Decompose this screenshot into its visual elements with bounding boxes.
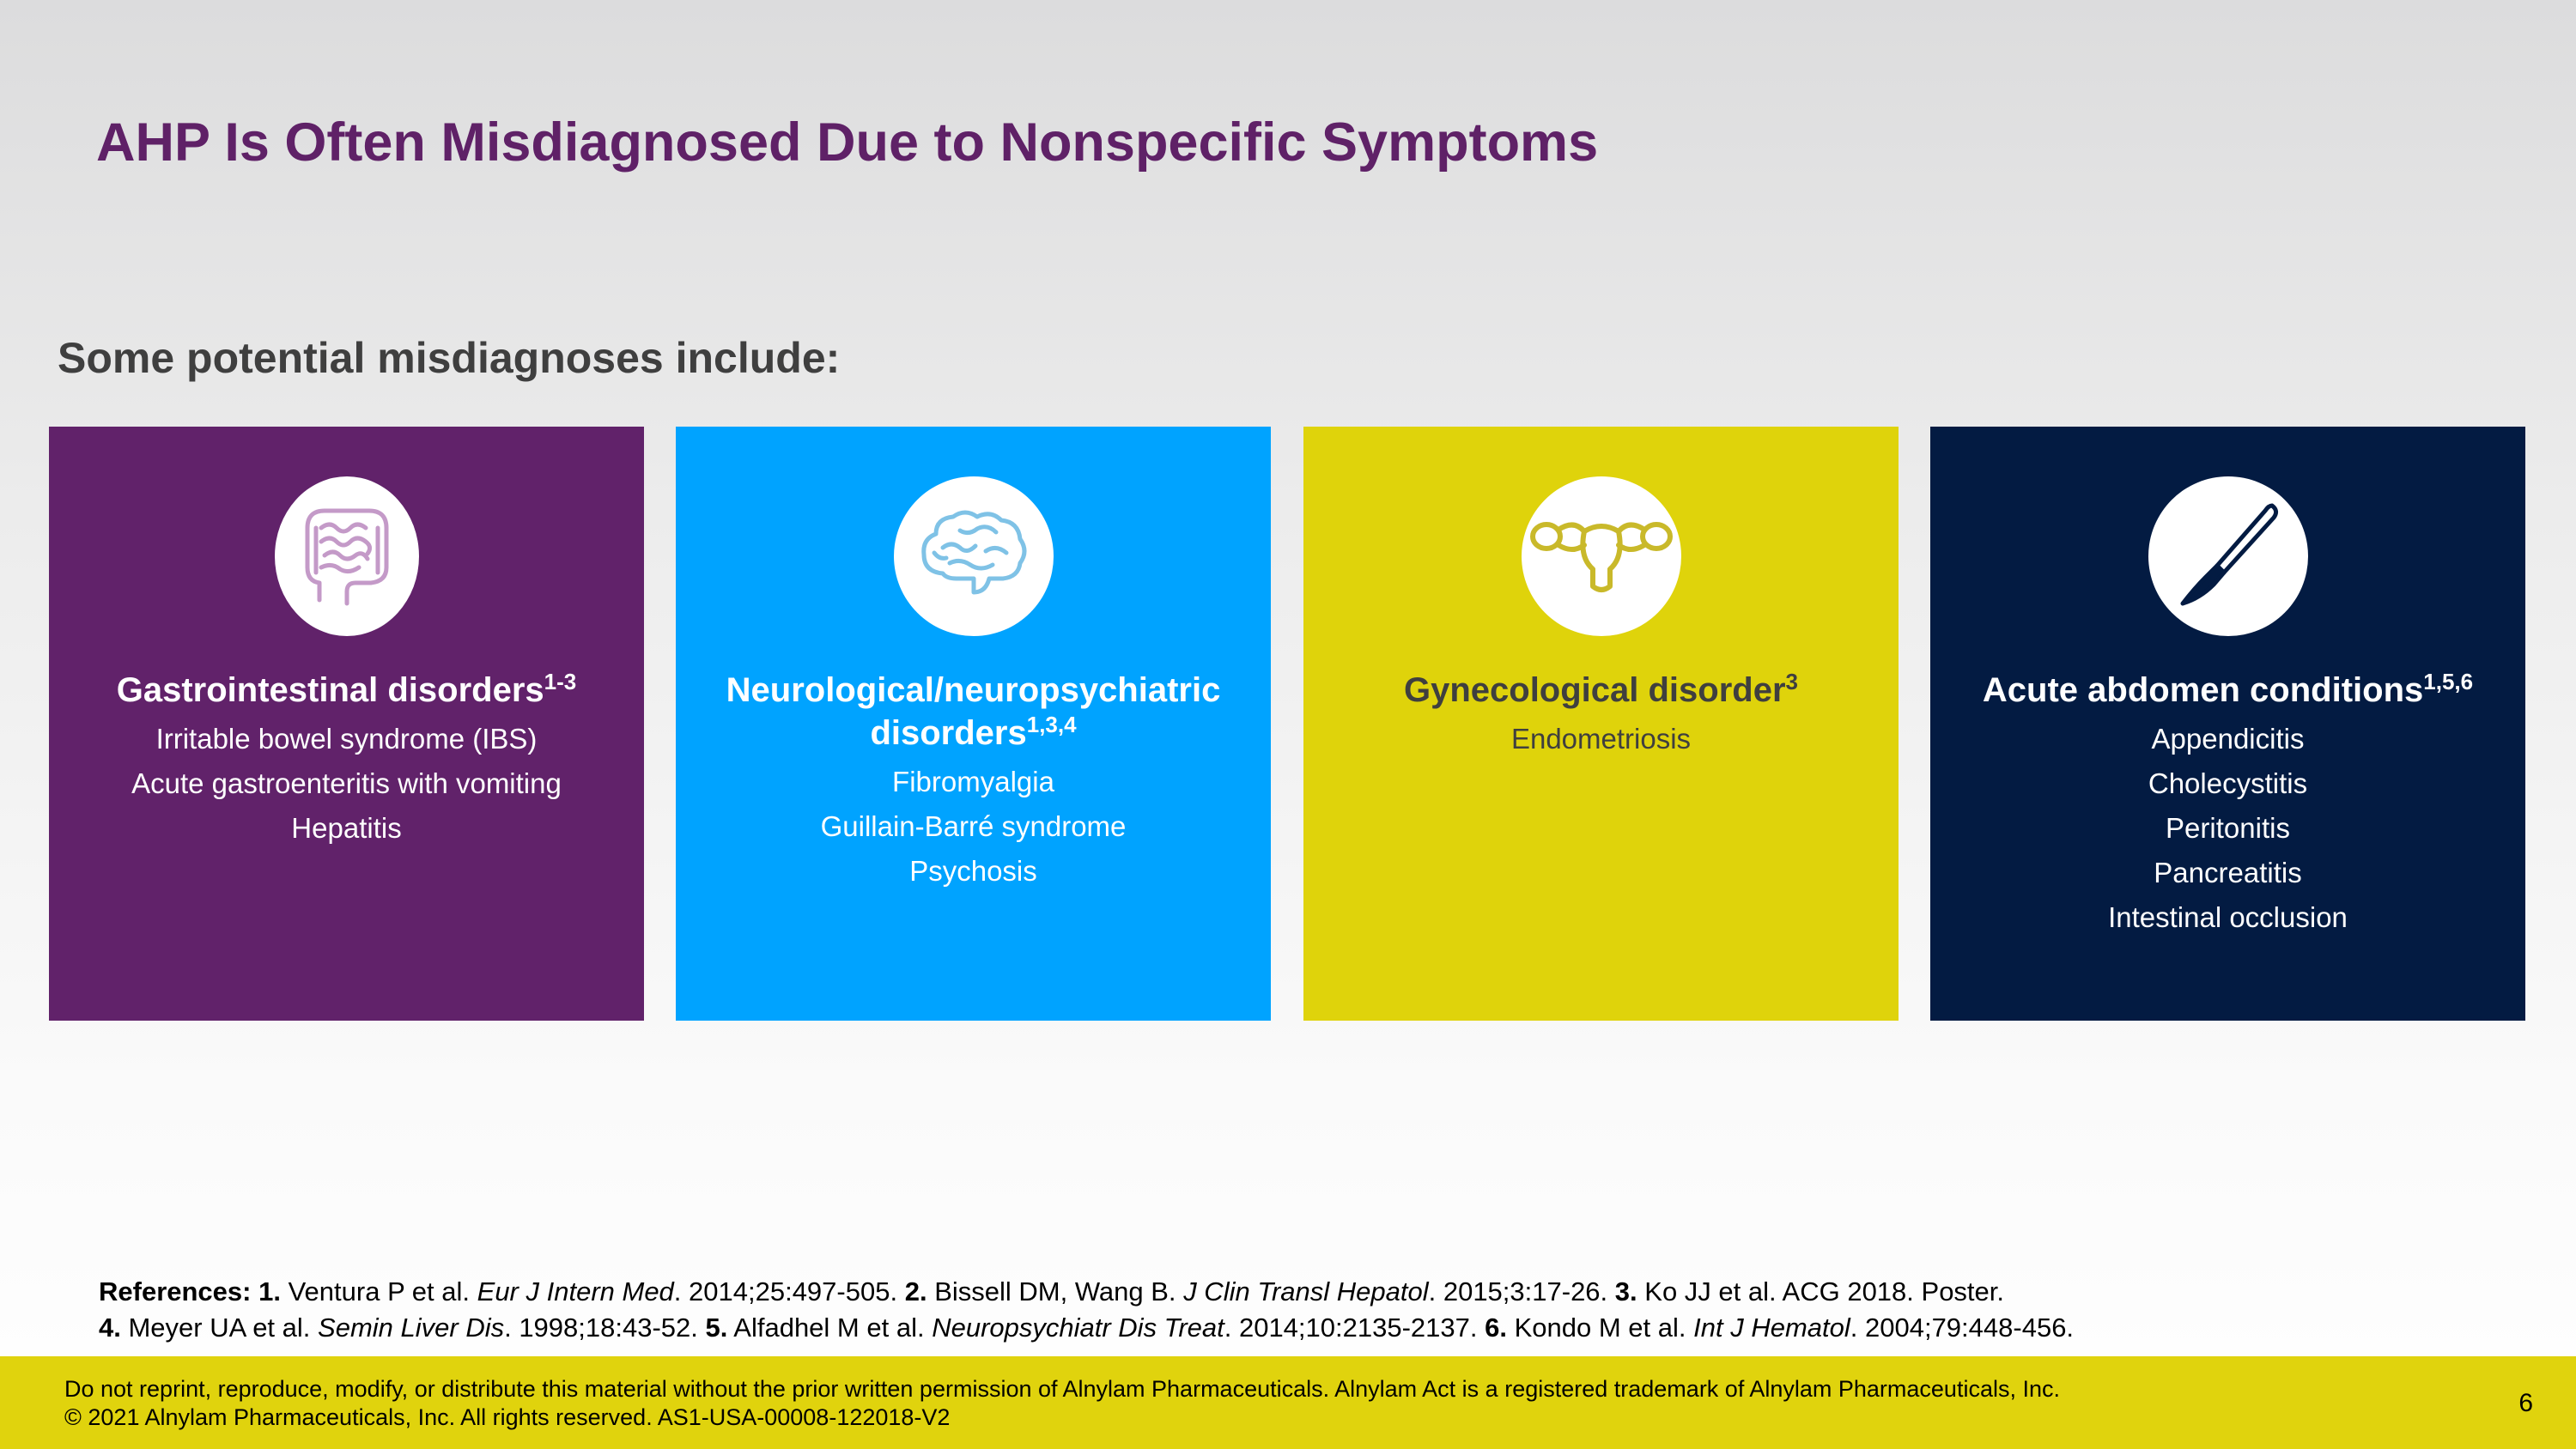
icon-circle <box>1522 476 1681 636</box>
ref-num: 3. <box>1614 1276 1637 1307</box>
list-item: Psychosis <box>909 855 1037 887</box>
card-neurological <box>676 427 1271 1021</box>
list-item: Peritonitis <box>2166 812 2290 844</box>
ref-num: 5. <box>705 1313 728 1343</box>
ref-num: 6. <box>1485 1313 1507 1343</box>
ref-details: . 2014;10:2135-2137. <box>1224 1313 1478 1343</box>
card-title: Neurological/neuropsychiatric disorders$^{1,3,4}$ <box>726 671 1221 752</box>
card-items <box>1930 717 2525 940</box>
ref-authors: Ventura P et al. <box>288 1276 471 1307</box>
ref-journal: J Clin Transl Hepatol <box>1183 1276 1429 1307</box>
card-items <box>49 717 644 851</box>
list-item: Guillain-Barré syndrome <box>820 810 1127 842</box>
card-gynecological <box>1303 427 1899 1021</box>
list-item: Irritable bowel syndrome (IBS) <box>155 723 538 755</box>
card-items <box>676 760 1271 894</box>
card-title: Gynecological disorder$^3$ <box>1403 669 1799 709</box>
footer-disclaimer: Do not reprint, reproduce, modify, or distribute this material without the prior written permission of Alnylam Pharmaceuticals. Alnylam Act is a registered trademark of Alnylam Pharmaceuticals, Inc. <box>64 1376 2060 1402</box>
ref-details: . 2015;3:17-26. <box>1428 1276 1608 1307</box>
brain-icon <box>917 506 1030 607</box>
uterus-icon <box>1524 507 1679 606</box>
ref-details: . 2014;25:497-505. <box>673 1276 898 1307</box>
ref-authors: Kondo M et al. <box>1514 1313 1686 1343</box>
ref-authors: Meyer UA et al. <box>128 1313 311 1343</box>
card-acute-abdomen <box>1930 427 2525 1021</box>
references-line-2 <box>99 1310 2520 1346</box>
list-item: Appendicitis <box>2151 723 2305 755</box>
list-item: Fibromyalgia <box>892 766 1054 797</box>
ref-journal: Eur J Intern Med <box>477 1276 674 1307</box>
ref-journal: Semin Liver Dis <box>318 1313 505 1343</box>
scalpel-icon <box>2172 499 2284 615</box>
card-items <box>1303 717 1899 761</box>
list-item: Cholecystitis <box>2148 767 2308 799</box>
references-line-1 <box>99 1274 2520 1310</box>
footer-bar <box>0 1356 2576 1449</box>
icon-circle <box>2148 476 2308 636</box>
ref-journal: Int J Hematol <box>1693 1313 1850 1343</box>
ref-num: 2. <box>904 1276 927 1307</box>
page-title: AHP Is Often Misdiagnosed Due to Nonspecific Symptoms <box>96 112 1599 173</box>
card-title: Acute abdomen conditions$^{1,5,6}$ <box>1982 669 2474 709</box>
list-item: Endometriosis <box>1510 723 1692 755</box>
ref-num: 1. <box>258 1276 281 1307</box>
icon-circle <box>894 476 1054 636</box>
ref-authors: Bissell DM, Wang B. <box>934 1276 1176 1307</box>
section-subtitle: Some potential misdiagnoses include: <box>58 334 841 382</box>
icon-circle <box>275 476 419 636</box>
references-label: References: <box>99 1276 252 1307</box>
references <box>99 1274 2520 1346</box>
list-item: Pancreatitis <box>2154 857 2302 888</box>
list-item: Acute gastroenteritis with vomiting <box>131 767 562 799</box>
ref-details: . 2004;79:448-456. <box>1850 1313 2075 1343</box>
page-number: 6 <box>2518 1389 2533 1417</box>
intestine-icon <box>295 499 398 615</box>
ref-num: 4. <box>99 1313 121 1343</box>
list-item: Hepatitis <box>291 812 402 844</box>
footer-copyright: © 2021 Alnylam Pharmaceuticals, Inc. All rights reserved. AS1-USA-00008-122018-V2 <box>64 1404 951 1430</box>
footer-legal <box>64 1375 2060 1432</box>
list-item: Intestinal occlusion <box>2108 901 2348 933</box>
ref-authors: Ko JJ et al. ACG 2018. Poster. <box>1644 1276 2005 1307</box>
ref-journal: Neuropsychiatr Dis Treat <box>932 1313 1224 1343</box>
ref-authors: Alfadhel M et al. <box>733 1313 925 1343</box>
ref-details: . 1998;18:43-52. <box>504 1313 698 1343</box>
card-gastrointestinal <box>49 427 644 1021</box>
card-title: Gastrointestinal disorders$^{1-3}$ <box>116 669 577 709</box>
